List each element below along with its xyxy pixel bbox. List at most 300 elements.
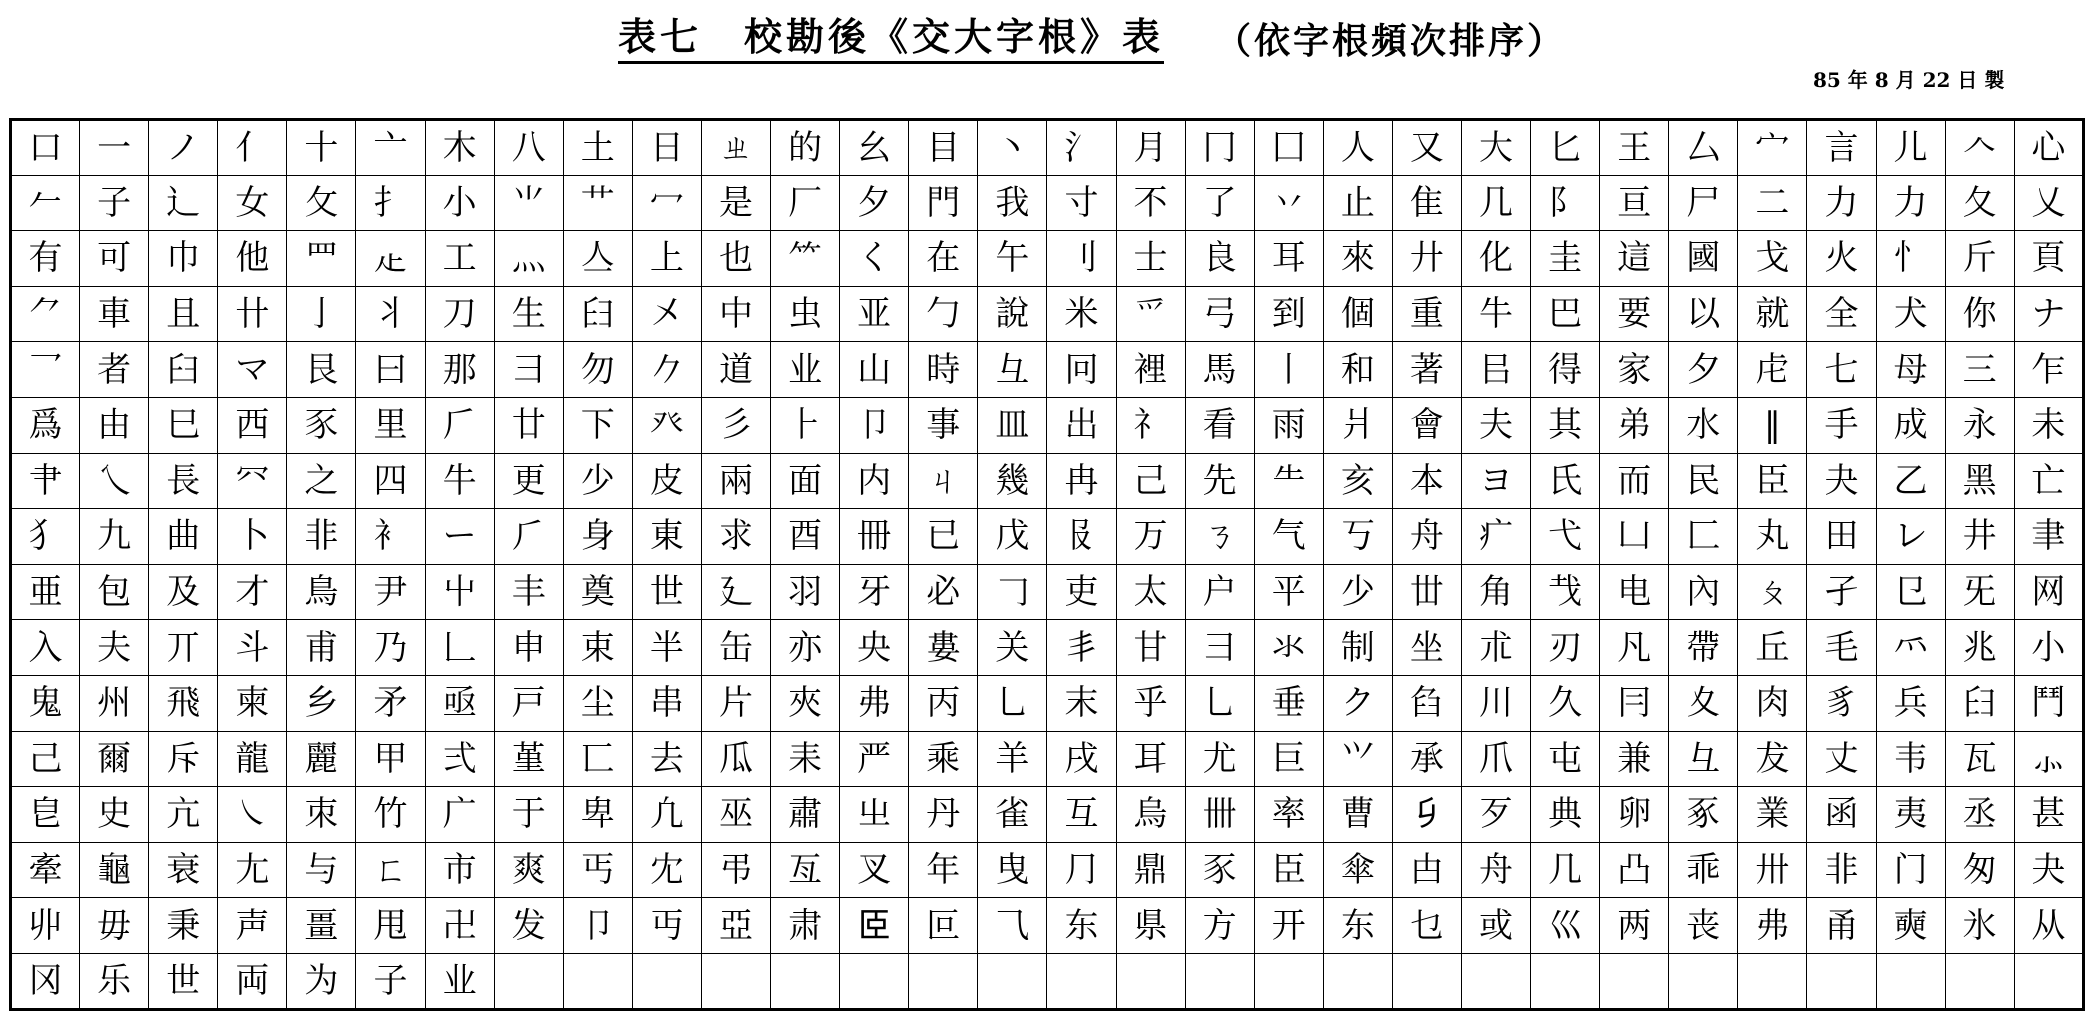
character-root-cell: 夬 — [1807, 453, 1876, 509]
character-root-cell: 弗 — [1738, 898, 1807, 954]
character-root-cell: 永 — [1945, 397, 2014, 453]
character-root-cell: 豖 — [1669, 787, 1738, 843]
empty-cell — [909, 953, 978, 1009]
character-root-cell: ⽿ — [1116, 731, 1185, 787]
character-root-cell: 夂 — [1945, 175, 2014, 231]
character-root-cell: 雀 — [978, 787, 1047, 843]
character-root-cell: 烏 — [1116, 787, 1185, 843]
character-root-cell: 亅 — [287, 286, 356, 342]
character-root-cell: 卵 — [1600, 787, 1669, 843]
character-root-cell: 亘 — [1600, 175, 1669, 231]
character-root-cell: 時 — [909, 342, 978, 398]
character-root-cell: 大 — [1461, 120, 1530, 176]
page-title: 表七 校勘後《交大字根》表 — [618, 16, 1164, 64]
character-root-cell: 灬 — [494, 231, 563, 287]
character-root-cell: 两 — [1600, 898, 1669, 954]
character-root-cell: 平 — [1254, 564, 1323, 620]
character-root-cell: 东 — [1323, 898, 1392, 954]
character-root-cell: 从 — [2014, 898, 2083, 954]
character-root-cell: 下 — [563, 397, 632, 453]
character-root-cell: 𠬝 — [1047, 509, 1116, 565]
character-root-cell: マ — [218, 342, 287, 398]
character-root-cell: 矛 — [356, 675, 425, 731]
character-root-cell: 心 — [2014, 120, 2083, 176]
character-root-cell: 曲 — [149, 509, 218, 565]
character-root-cell: 廿 — [494, 397, 563, 453]
character-root-cell: 已 — [909, 509, 978, 565]
character-root-cell: 說 — [978, 286, 1047, 342]
character-root-cell: 身 — [563, 509, 632, 565]
character-root-cell: 爿 — [1323, 397, 1392, 453]
character-root-cell: 川 — [1461, 675, 1530, 731]
character-root-cell: 冃 — [1600, 675, 1669, 731]
character-root-cell: 乚 — [978, 675, 1047, 731]
character-root-cell: ⼏ — [1531, 842, 1600, 898]
character-root-cell: 末 — [1047, 675, 1116, 731]
character-root-cell: 与 — [287, 842, 356, 898]
character-root-cell: 彑 — [978, 342, 1047, 398]
character-root-cell: 尤 — [1185, 731, 1254, 787]
character-root-cell: 臼 — [149, 342, 218, 398]
character-root-cell: 我 — [978, 175, 1047, 231]
character-root-cell: 冋 — [1047, 342, 1116, 398]
character-root-cell: 酉 — [771, 509, 840, 565]
character-root-cell: 丶 — [978, 120, 1047, 176]
character-root-cell: 的 — [771, 120, 840, 176]
empty-cell — [978, 953, 1047, 1009]
character-root-cell: 丙 — [909, 675, 978, 731]
table-row — [11, 731, 2084, 787]
character-root-cell: 皿 — [978, 397, 1047, 453]
character-root-cell: 丗 — [1392, 564, 1461, 620]
character-root-cell: 制 — [1323, 620, 1392, 676]
character-root-cell: 叵 — [909, 898, 978, 954]
character-root-cell: 在 — [909, 231, 978, 287]
character-root-cell: ⺊ — [771, 397, 840, 453]
character-root-cell: 戌 — [1047, 731, 1116, 787]
character-root-cell: 𢦏 — [1531, 564, 1600, 620]
character-root-cell: 和 — [1323, 342, 1392, 398]
character-root-cell: 曳 — [978, 842, 1047, 898]
character-root-cell: 求 — [701, 509, 770, 565]
character-root-cell: 三 — [1945, 342, 2014, 398]
character-root-cell: 𠃊 — [425, 620, 494, 676]
character-root-cell: 歹 — [1461, 787, 1530, 843]
character-root-cell: 亢 — [149, 787, 218, 843]
character-root-cell: 且 — [149, 286, 218, 342]
character-root-cell: 犭 — [11, 509, 80, 565]
character-root-cell: 頁 — [2014, 231, 2083, 287]
character-root-cell: 朮 — [1461, 620, 1530, 676]
character-root-cell: ㄐ — [909, 453, 978, 509]
character-root-cell: 兼 — [1600, 731, 1669, 787]
character-root-cell: ⺗ — [2014, 731, 2083, 787]
character-root-cell: 乖 — [1669, 842, 1738, 898]
character-root-cell: 几 — [1461, 175, 1530, 231]
character-root-cell: 東 — [632, 509, 701, 565]
character-root-cell: 巛 — [1531, 898, 1600, 954]
character-root-cell: 月 — [1116, 120, 1185, 176]
character-root-cell: 互 — [1047, 787, 1116, 843]
empty-cell — [563, 953, 632, 1009]
character-root-cell: 爫 — [1116, 286, 1185, 342]
table-row — [11, 620, 2084, 676]
table-row — [11, 120, 2084, 176]
character-root-cell: 子 — [80, 175, 149, 231]
character-root-cell: 肃 — [771, 898, 840, 954]
character-root-cell: 刃 — [1531, 620, 1600, 676]
character-root-cell: レ — [1876, 509, 1945, 565]
character-root-cell: 戈 — [1738, 231, 1807, 287]
character-root-cell: 龜 — [80, 842, 149, 898]
character-root-cell: 手 — [1807, 397, 1876, 453]
character-root-cell: 聿 — [2014, 509, 2083, 565]
character-root-cell: 要 — [1600, 286, 1669, 342]
character-root-cell: 亼 — [563, 231, 632, 287]
character-root-cell: 卜 — [218, 509, 287, 565]
character-root-cell: 瓜 — [701, 731, 770, 787]
character-root-cell: 言 — [1807, 120, 1876, 176]
empty-cell — [632, 953, 701, 1009]
character-root-cell: 乐 — [80, 953, 149, 1009]
character-root-cell: 孑 — [1807, 564, 1876, 620]
character-root-cell: ⼰ — [11, 731, 80, 787]
character-root-cell: 己 — [1116, 453, 1185, 509]
character-root-cell: 秉 — [149, 898, 218, 954]
character-root-cell: 十 — [287, 120, 356, 176]
character-root-cell: 乛 — [11, 342, 80, 398]
character-root-cell: 這 — [1600, 231, 1669, 287]
character-root-cell: 乡 — [287, 675, 356, 731]
character-root-cell: 乃 — [356, 620, 425, 676]
character-root-cell: 冊 — [840, 509, 909, 565]
date-stamp: 85 年 8 月 22 日 製 — [1813, 68, 2005, 92]
character-root-cell: 坐 — [1392, 620, 1461, 676]
character-root-cell: ⺁ — [494, 509, 563, 565]
character-root-cell: 亜 — [11, 564, 80, 620]
character-root-cell: 午 — [978, 231, 1047, 287]
character-root-cell: く — [840, 231, 909, 287]
character-root-cell: 西 — [218, 397, 287, 453]
character-root-cell: 夷 — [1876, 787, 1945, 843]
character-root-cell: 为 — [287, 953, 356, 1009]
character-root-cell: 臽 — [1392, 675, 1461, 731]
character-root-cell: 卑 — [563, 787, 632, 843]
character-root-cell: 𠂆 — [425, 397, 494, 453]
character-root-cell: 你 — [1945, 286, 2014, 342]
character-root-cell: 士 — [1116, 231, 1185, 287]
character-root-cell: 著 — [1392, 342, 1461, 398]
character-root-cell: 市 — [425, 842, 494, 898]
character-root-cell: 承 — [1392, 731, 1461, 787]
character-root-cell: 牙 — [840, 564, 909, 620]
character-root-cell: 鬼 — [11, 675, 80, 731]
character-root-cell: 鬥 — [2014, 675, 2083, 731]
character-root-cell: 刂 — [1047, 231, 1116, 287]
character-root-cell: 亥 — [1323, 453, 1392, 509]
character-root-cell: 田 — [1807, 509, 1876, 565]
character-root-cell: 尸 — [1669, 175, 1738, 231]
character-root-cell: 龍 — [218, 731, 287, 787]
character-root-cell: 巴 — [1531, 286, 1600, 342]
character-root-cell: 丏 — [632, 898, 701, 954]
character-root-cell: 曰 — [356, 342, 425, 398]
character-root-cell: 开 — [1254, 898, 1323, 954]
character-root-cell: 看 — [1185, 397, 1254, 453]
character-root-cell: 堇 — [494, 731, 563, 787]
character-root-cell: 來 — [1323, 231, 1392, 287]
character-root-cell: ⺌ — [494, 175, 563, 231]
character-root-cell: 角 — [1461, 564, 1530, 620]
character-root-cell: 県 — [1116, 898, 1185, 954]
character-root-cell: 龰 — [356, 231, 425, 287]
character-root-cell: ⺮ — [771, 231, 840, 287]
empty-cell — [1461, 953, 1530, 1009]
table-row — [11, 231, 2084, 287]
character-root-cell: 婁 — [909, 620, 978, 676]
character-root-cell: 发 — [494, 898, 563, 954]
character-root-cell: 丰 — [494, 564, 563, 620]
character-root-cell: 𦣞 — [840, 898, 909, 954]
character-root-cell: 礻 — [1116, 397, 1185, 453]
character-root-cell: ⺺ — [11, 453, 80, 509]
character-root-cell: 雨 — [1254, 397, 1323, 453]
character-root-cell: 丂 — [1323, 509, 1392, 565]
character-root-cell: 氵 — [1047, 120, 1116, 176]
character-root-cell: 业 — [771, 342, 840, 398]
table-row — [11, 898, 2084, 954]
character-root-cell: 丞 — [1945, 787, 2014, 843]
table-row — [11, 453, 2084, 509]
character-root-cell: 竹 — [356, 787, 425, 843]
character-root-cell: 巨 — [1254, 731, 1323, 787]
character-root-cell: 可 — [80, 231, 149, 287]
character-root-cell: 朿 — [287, 787, 356, 843]
character-root-cell: 凵 — [1600, 509, 1669, 565]
character-root-cell: 豕 — [287, 397, 356, 453]
character-root-cell: 才 — [218, 564, 287, 620]
character-root-cell: 冖 — [632, 175, 701, 231]
character-root-cell: 广 — [425, 787, 494, 843]
character-root-cell: 彐 — [494, 342, 563, 398]
table-row — [11, 342, 2084, 398]
character-root-cell: 國 — [1669, 231, 1738, 287]
character-root-cell: 刀 — [425, 286, 494, 342]
character-root-cell: 鳥 — [287, 564, 356, 620]
character-root-cell: 衤 — [356, 509, 425, 565]
empty-cell — [1669, 953, 1738, 1009]
table-row — [11, 675, 2084, 731]
character-root-cell: 臣 — [1254, 842, 1323, 898]
character-root-cell: 㞢 — [840, 787, 909, 843]
character-root-cell: 丈 — [1807, 731, 1876, 787]
table-row — [11, 509, 2084, 565]
character-root-cell: 虍 — [1738, 342, 1807, 398]
character-root-cell: 日 — [632, 120, 701, 176]
character-root-cell: 㔾 — [1876, 564, 1945, 620]
character-root-cell: 弍 — [425, 731, 494, 787]
character-root-cell: 丨 — [1254, 342, 1323, 398]
character-root-cell: 未 — [2014, 397, 2083, 453]
character-root-cell: 亙 — [771, 842, 840, 898]
character-root-cell: 勹 — [909, 286, 978, 342]
page-subtitle: （依字根頻次排序） — [1215, 20, 1567, 62]
character-root-cell: ⺕ — [1185, 620, 1254, 676]
character-root-cell: 全 — [1807, 286, 1876, 342]
character-root-cell: 得 — [1531, 342, 1600, 398]
empty-cell — [1047, 953, 1116, 1009]
empty-cell — [1876, 953, 1945, 1009]
character-root-cell: 疒 — [1461, 509, 1530, 565]
character-root-cell: 匸 — [563, 731, 632, 787]
character-root-cell: 丧 — [1669, 898, 1738, 954]
character-root-cell: 幺 — [840, 120, 909, 176]
character-root-cell: 夊 — [1669, 675, 1738, 731]
character-root-cell: 弋 — [1531, 509, 1600, 565]
character-root-cell: 罒 — [287, 231, 356, 287]
character-root-cell: ⺄ — [978, 898, 1047, 954]
character-root-cell: 匚 — [1669, 509, 1738, 565]
character-root-cell: 女 — [218, 175, 287, 231]
character-root-cell: 亚 — [840, 286, 909, 342]
character-root-cell: 弓 — [1185, 286, 1254, 342]
character-root-cell: 子 — [356, 953, 425, 1009]
character-root-cell: 典 — [1531, 787, 1600, 843]
character-root-cell: 人 — [1323, 120, 1392, 176]
character-root-cell: 斤 — [1945, 231, 2014, 287]
character-root-cell: 卌 — [1185, 787, 1254, 843]
character-root-cell: 衰 — [149, 842, 218, 898]
character-root-cell: 亻 — [218, 120, 287, 176]
character-root-cell: 或 — [1461, 898, 1530, 954]
character-root-cell: 𠂊 — [632, 342, 701, 398]
character-root-cell: 者 — [80, 342, 149, 398]
character-root-cell: 癶 — [632, 397, 701, 453]
character-root-cell: 幾 — [978, 453, 1047, 509]
character-root-cell: ㄓ — [701, 120, 770, 176]
character-root-cell: 瓦 — [1945, 731, 2014, 787]
character-root-cell: 井 — [1945, 509, 2014, 565]
character-root-cell: 門 — [909, 175, 978, 231]
character-root-cell: ⺽ — [1945, 675, 2014, 731]
character-root-cell: 業 — [1738, 787, 1807, 843]
character-root-cell: ⺧ — [1254, 453, 1323, 509]
character-root-cell: 兆 — [1945, 620, 2014, 676]
character-root-cell: 丌 — [149, 620, 218, 676]
character-root-cell: ⾮ — [1807, 842, 1876, 898]
character-root-cell: 夬 — [2014, 842, 2083, 898]
character-root-cell: 傘 — [1323, 842, 1392, 898]
empty-cell — [1807, 953, 1876, 1009]
character-root-cell: 本 — [1392, 453, 1461, 509]
character-root-cell: 𠃌 — [978, 564, 1047, 620]
character-root-cell: 申 — [494, 620, 563, 676]
character-root-cell: 耒 — [771, 731, 840, 787]
character-root-cell: 九 — [80, 509, 149, 565]
character-root-cell: 少 — [563, 453, 632, 509]
character-root-cell: ⾂ — [1738, 453, 1807, 509]
character-root-cell: 弟 — [1600, 397, 1669, 453]
table-row — [11, 286, 2084, 342]
character-root-cell: 個 — [1323, 286, 1392, 342]
character-root-cell: 麗 — [287, 731, 356, 787]
character-root-cell: ⺃ — [1185, 675, 1254, 731]
character-root-cell: 就 — [1738, 286, 1807, 342]
character-root-cell: 丯 — [1047, 620, 1116, 676]
character-root-cell: 囗 — [1254, 120, 1323, 176]
character-root-cell: 那 — [425, 342, 494, 398]
character-root-cell: 曹 — [1323, 787, 1392, 843]
character-root-cell: 爽 — [494, 842, 563, 898]
character-root-cell: 小 — [425, 175, 494, 231]
character-root-cell: 匆 — [1945, 842, 2014, 898]
character-root-cell: 化 — [1461, 231, 1530, 287]
character-root-cell: 羽 — [771, 564, 840, 620]
character-root-cell: 亡 — [2014, 453, 2083, 509]
character-root-cell: 爪 — [1461, 731, 1530, 787]
character-root-cell: 卅 — [1738, 842, 1807, 898]
character-root-cell: 以 — [1669, 286, 1738, 342]
character-root-cell: ナ — [2014, 286, 2083, 342]
character-root-cell: 𦥑 — [563, 286, 632, 342]
character-root-cell: 四 — [356, 453, 425, 509]
character-root-cell: 方 — [1185, 898, 1254, 954]
character-root-cell: 甘 — [1116, 620, 1185, 676]
empty-cell — [1738, 953, 1807, 1009]
character-root-cell: 生 — [494, 286, 563, 342]
character-root-cell: 关 — [978, 620, 1047, 676]
character-root-cell: 非 — [287, 509, 356, 565]
table-row — [11, 175, 2084, 231]
character-root-cell: 丸 — [1738, 509, 1807, 565]
character-root-cell: 上 — [632, 231, 701, 287]
character-root-cell: 圭 — [1531, 231, 1600, 287]
character-root-cell: 力 — [1807, 175, 1876, 231]
character-root-cell: 夫 — [80, 620, 149, 676]
character-root-cell: 他 — [218, 231, 287, 287]
character-root-cell: 攵 — [287, 175, 356, 231]
character-root-cell: 一 — [80, 120, 149, 176]
character-root-cell: 母 — [1876, 342, 1945, 398]
character-root-cell: 冉 — [1047, 453, 1116, 509]
character-root-cell: 柬 — [218, 675, 287, 731]
character-root-cell: 王 — [1600, 120, 1669, 176]
character-root-cell: ㄆ — [1738, 564, 1807, 620]
character-root-cell: ⺈ — [11, 286, 80, 342]
character-root-cell: 丹 — [909, 787, 978, 843]
character-root-cell: 斥 — [149, 731, 218, 787]
character-root-cell: 廴 — [701, 564, 770, 620]
character-root-cell: 久 — [1531, 675, 1600, 731]
character-root-cell: 儿 — [1876, 120, 1945, 176]
character-root-cell: 及 — [149, 564, 218, 620]
character-root-cell: 火 — [1807, 231, 1876, 287]
character-root-cell: 年 — [909, 842, 978, 898]
character-root-cell: 串 — [632, 675, 701, 731]
character-root-cell: 片 — [701, 675, 770, 731]
character-root-cell: 出 — [1047, 397, 1116, 453]
character-root-cell: 凸 — [1600, 842, 1669, 898]
character-root-cell: 万 — [1116, 509, 1185, 565]
character-root-cell: 丬 — [356, 286, 425, 342]
character-root-cell: 巾 — [149, 231, 218, 287]
character-root-cell: 乍 — [2014, 342, 2083, 398]
empty-cell — [494, 953, 563, 1009]
character-root-cell: 史 — [80, 787, 149, 843]
character-root-cell: 乂 — [2014, 175, 2083, 231]
character-root-cell: 了 — [1185, 175, 1254, 231]
character-root-cell: ⼒ — [1876, 175, 1945, 231]
